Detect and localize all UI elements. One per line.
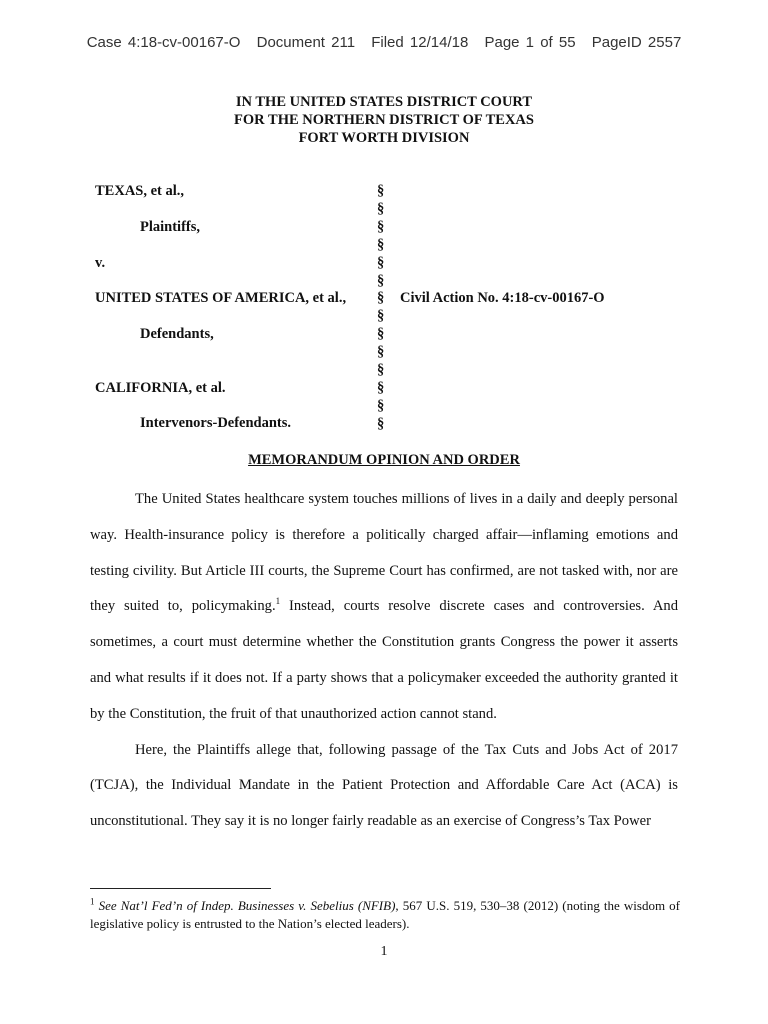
section-symbol: § xyxy=(377,326,385,343)
document-number: Document 211 xyxy=(256,34,356,51)
paragraph-1 xyxy=(90,482,678,733)
footnote-1 xyxy=(90,897,680,933)
court-line-1: IN THE UNITED STATES DISTRICT COURT xyxy=(235,94,533,110)
intervenor-role: Intervenors-Defendants. xyxy=(140,415,292,431)
opinion-body xyxy=(90,482,678,840)
plaintiff-name: TEXAS, et al., xyxy=(95,183,185,199)
section-symbol: § xyxy=(377,218,385,235)
paragraph-1-part-2: Instead, courts resolve discrete cases and controversies. And sometimes, a court must determine whether the Constitution grants Congress the power it asserts and what results if it does not. If a party shows that a policymaker exceeded the authority granted it by the Constitution, the fruit of that unauthorized action cannot stand. xyxy=(90,598,678,722)
section-symbol-column xyxy=(377,183,384,434)
court-line-2: FOR THE NORTHERN DISTRICT OF TEXAS xyxy=(234,112,534,128)
section-symbol: § xyxy=(377,344,385,361)
defendant-name: UNITED STATES OF AMERICA, et al., xyxy=(95,290,347,306)
case-caption xyxy=(95,183,695,433)
footnote-number: 1 xyxy=(90,896,95,907)
paragraph-2: Here, the Plaintiffs allege that, following passage of the Tax Cuts and Jobs Act of 2017 (TCJA), the Individual Mandate in the Patient Protection and Affordable Care Act (ACA) is unconstitutional. They say it is no longer fairly readable as an exercise of Congress’s Tax Power xyxy=(90,741,678,830)
versus: v. xyxy=(95,255,106,271)
court-line-3: FORT WORTH DIVISION xyxy=(298,130,470,146)
section-symbol: § xyxy=(377,379,385,396)
case-header xyxy=(0,34,768,51)
plaintiff-role: Plaintiffs, xyxy=(140,219,201,235)
defendant-role: Defendants, xyxy=(140,326,214,342)
court-heading xyxy=(0,93,768,147)
section-symbol: § xyxy=(377,362,385,379)
intervenor-name: CALIFORNIA, et al. xyxy=(95,380,226,396)
footnote-text: , 567 U.S. 519, 530–38 (2012) (noting the wisdom of legislative policy is entrusted to the Nation’s elected leaders). xyxy=(90,898,681,931)
section-symbol: § xyxy=(377,415,385,432)
civil-action-number: Civil Action No. 4:18-cv-00167-O xyxy=(400,290,605,306)
footnote-divider xyxy=(90,888,271,889)
page-count: Page 1 of 55 xyxy=(484,34,576,51)
footnote-reference[interactable]: 1 xyxy=(275,596,281,607)
document-title: MEMORANDUM OPINION AND ORDER xyxy=(248,452,520,468)
filed-date: Filed 12/14/18 xyxy=(371,34,469,51)
section-symbol: § xyxy=(377,397,385,414)
case-number: Case 4:18-cv-00167-O xyxy=(86,34,241,51)
section-symbol: § xyxy=(377,272,385,289)
footnote-citation: See Nat’l Fed’n of Indep. Businesses v. Sebelius (NFIB) xyxy=(98,898,396,913)
page-number: 1 xyxy=(380,944,388,959)
section-symbol: § xyxy=(377,236,385,253)
section-symbol: § xyxy=(377,200,385,217)
page-id: PageID 2557 xyxy=(591,34,682,51)
section-symbol: § xyxy=(377,290,385,307)
section-symbol: § xyxy=(377,183,385,199)
section-symbol: § xyxy=(377,308,385,325)
paragraph-1-part-1: The United States healthcare system touches millions of lives in a daily and deeply personal way. Health-insurance policy is therefore a politically charged affair—inflaming emotions and testing civility. But Article III courts, the Supreme Court has confirmed, are not tasked with, nor are they suited to, policymaking. xyxy=(90,491,678,615)
section-symbol: § xyxy=(377,254,385,271)
